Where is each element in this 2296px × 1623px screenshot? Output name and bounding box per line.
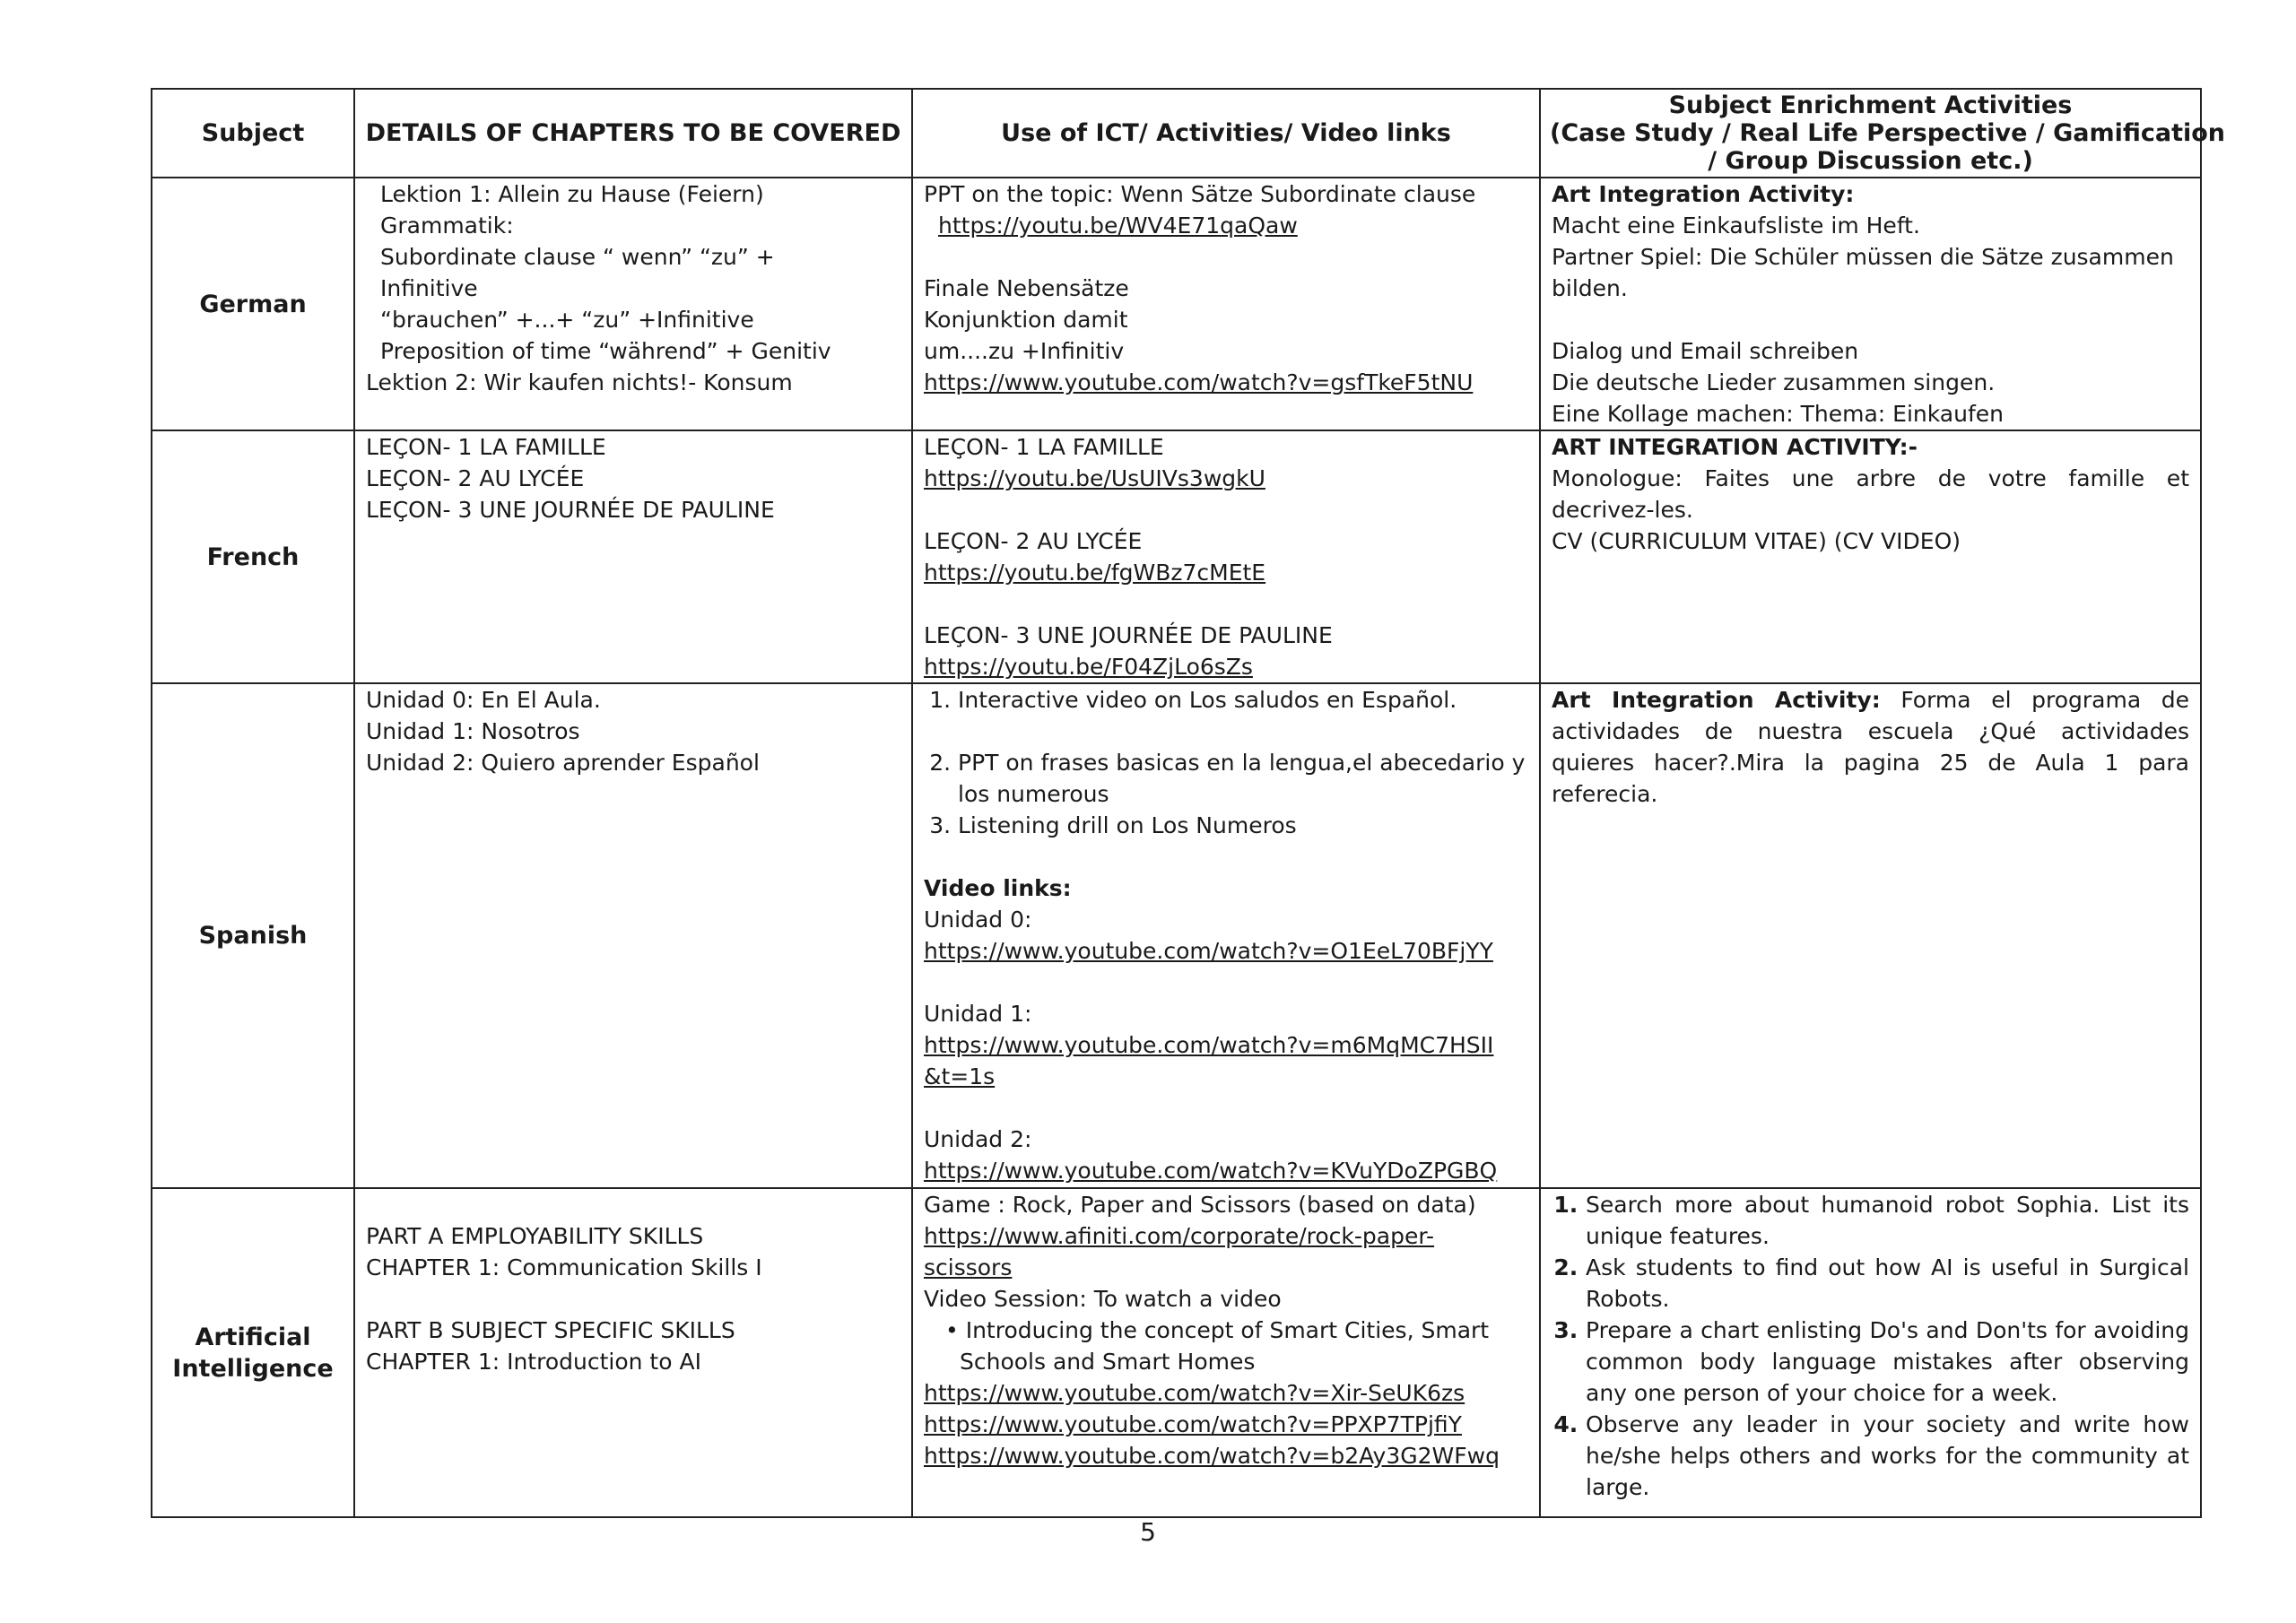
subject-french: French [152,430,354,683]
details-french [354,430,912,683]
header-row [152,89,2201,178]
header-enrichment-line: Subject Enrichment Activities [1668,91,2073,119]
activity-paragraph [1552,684,2189,810]
enrichment-ai [1540,1188,2201,1517]
ict-line: LEÇON- 1 LA FAMILLE [924,434,1164,460]
activity-line: Monologue: Faites une arbre de votre famille et decrivez-les. [1552,465,2189,523]
ict-line: Game : Rock, Paper and Scissors (based on data) [924,1192,1476,1218]
video-link[interactable]: https://www.youtube.com/watch?v=PPXP7TPjfiY [924,1411,1462,1437]
video-link[interactable]: https://www.youtube.com/watch?v=m6MqMC7HSII [924,1032,1494,1058]
video-link[interactable]: https://www.youtube.com/watch?v=Xir-SeUK6zs [924,1380,1465,1406]
video-link[interactable]: https://www.youtube.com/watch?v=O1EeL70BFjYY [924,938,1493,964]
detail-line: PART B SUBJECT SPECIFIC SKILLS [366,1317,735,1343]
activity-line: Die deutsche Lieder zusammen singen. [1552,369,1996,395]
video-link-continued[interactable]: &t=1s [924,1063,996,1089]
details-spanish [354,683,912,1188]
video-link[interactable]: https://www.youtube.com/watch?v=KVuYDoZPGBQ [924,1158,1498,1184]
subject-line: Intelligence [172,1354,334,1383]
video-link[interactable]: https://www.youtube.com/watch?v=b2Ay3G2WFwq [924,1443,1500,1469]
detail-line: LEÇON- 1 LA FAMILLE [366,434,606,460]
ict-line: Video Session: To watch a video [924,1286,1282,1312]
ict-german [912,178,1540,430]
video-link[interactable]: https://youtu.be/F04ZjLo6sZs [924,654,1253,680]
detail-line: Lektion 2: Wir kaufen nichts!- Konsum [366,369,793,395]
header-ict: Use of ICT/ Activities/ Video links [912,89,1540,178]
detail-line: CHAPTER 1: Communication Skills I [366,1254,762,1280]
video-link[interactable]: https://www.youtube.com/watch?v=gsfTkeF5tNU [924,369,1474,395]
header-enrichment-line: (Case Study / Real Life Perspective / Gamification [1550,119,2226,147]
row-german [152,178,2201,430]
activity-line: Eine Kollage machen: Thema: Einkaufen [1552,401,2004,427]
activity-heading: Art Integration Activity: [1552,181,1855,207]
ict-list-item: 1. Interactive video on Los saludos en Español. [958,684,1528,716]
ict-line: um....zu +Infinitiv [924,338,1125,364]
detail-line: Unidad 1: Nosotros [366,718,580,744]
video-link[interactable]: https://youtu.be/WV4E71qaQaw [938,213,1298,239]
ict-line: Finale Nebensätze [924,275,1129,301]
enrichment-german [1540,178,2201,430]
header-enrichment [1540,89,2226,178]
details-ai [354,1188,912,1517]
ict-line: LEÇON- 3 UNE JOURNÉE DE PAULINE [924,622,1333,648]
header-subject: Subject [152,89,354,178]
activity-item: 3. Prepare a chart enlisting Do's and Don'ts for avoiding common body language mistakes after observing any one person of your choice for a week. [1586,1315,2189,1409]
row-ai [152,1188,2201,1517]
subject-ai [152,1188,354,1517]
activity-line: Partner Spiel: Die Schüler müssen die Sätze zusammen bilden. [1552,244,2174,301]
detail-line: LEÇON- 3 UNE JOURNÉE DE PAULINE [366,497,775,523]
ict-list-item: 3. Listening drill on Los Numeros [958,810,1528,841]
ict-spanish [912,683,1540,1188]
subject-line: Artificial [195,1323,311,1351]
activity-heading: ART INTEGRATION ACTIVITY:- [1552,434,1918,460]
ict-line: Unidad 0: [924,907,1032,933]
ict-french [912,430,1540,683]
detail-line: Grammatik: [380,213,514,239]
detail-line: Preposition of time “während” + Genitiv [380,338,831,364]
syllabus-table [151,88,2226,1518]
detail-line: LEÇON- 2 AU LYCÉE [366,465,585,491]
row-french [152,430,2201,683]
ict-line: Unidad 1: [924,1001,1032,1027]
activity-line: Macht eine Einkaufsliste im Heft. [1552,213,1920,239]
activity-line: CV (CURRICULUM VITAE) (CV VIDEO) [1552,528,1961,554]
activity-item: 1. Search more about humanoid robot Sophia. List its unique features. [1586,1189,2189,1252]
page-number: 5 [1140,1517,1156,1547]
activity-item: 4. Observe any leader in your society and write how he/she helps others and works for the community at large. [1586,1409,2189,1503]
detail-line: Lektion 1: Allein zu Hause (Feiern) [380,181,764,207]
detail-line: Unidad 2: Quiero aprender Español [366,750,760,776]
video-link[interactable]: https://youtu.be/UsUIVs3wgkU [924,465,1265,491]
subject-german: German [152,178,354,430]
enrichment-spanish [1540,683,2201,1188]
ict-line: LEÇON- 2 AU LYCÉE [924,528,1143,554]
detail-line: Subordinate clause “ wenn” “zu” + [380,244,775,270]
ict-list-item: 2. PPT on frases basicas en la lengua,el abecedario y los numerous [958,747,1528,810]
header-enrichment-line: / Group Discussion etc.) [1708,147,2033,175]
ict-line: Konjunktion damit [924,307,1128,333]
ict-line: Unidad 2: [924,1126,1032,1152]
game-link[interactable]: https://www.afiniti.com/corporate/rock-paper- [924,1223,1435,1249]
header-details: DETAILS OF CHAPTERS TO BE COVERED [354,89,912,178]
detail-line: “brauchen” +...+ “zu” +Infinitive [380,307,754,333]
ict-bullet: • Introducing the concept of Smart Cities, Smart Schools and Smart Homes [945,1317,1490,1375]
ict-list [924,684,1528,841]
enrichment-french [1540,430,2201,683]
detail-line: PART A EMPLOYABILITY SKILLS [366,1223,704,1249]
activity-list [1552,1189,2189,1503]
ict-line: PPT on the topic: Wenn Sätze Subordinate clause [924,181,1476,207]
game-link-continued[interactable]: scissors [924,1254,1013,1280]
ict-ai [912,1188,1540,1517]
row-spanish [152,683,2201,1188]
detail-line: Unidad 0: En El Aula. [366,687,601,713]
activity-heading: Art Integration Activity: [1552,687,1881,713]
video-link[interactable]: https://youtu.be/fgWBz7cMEtE [924,560,1266,586]
subject-spanish: Spanish [152,683,354,1188]
activity-line: Dialog und Email schreiben [1552,338,1859,364]
detail-line: Infinitive [380,275,478,301]
detail-line: CHAPTER 1: Introduction to AI [366,1349,701,1375]
details-german [354,178,912,430]
activity-item: 2. Ask students to find out how AI is useful in Surgical Robots. [1586,1252,2189,1315]
video-links-heading: Video links: [924,875,1072,901]
activity-text: Forma el programa de actividades de nuestra escuela ¿Qué actividades quieres hacer?.Mira la pagina 25 de Aula 1 para referecia. [1552,687,2189,807]
